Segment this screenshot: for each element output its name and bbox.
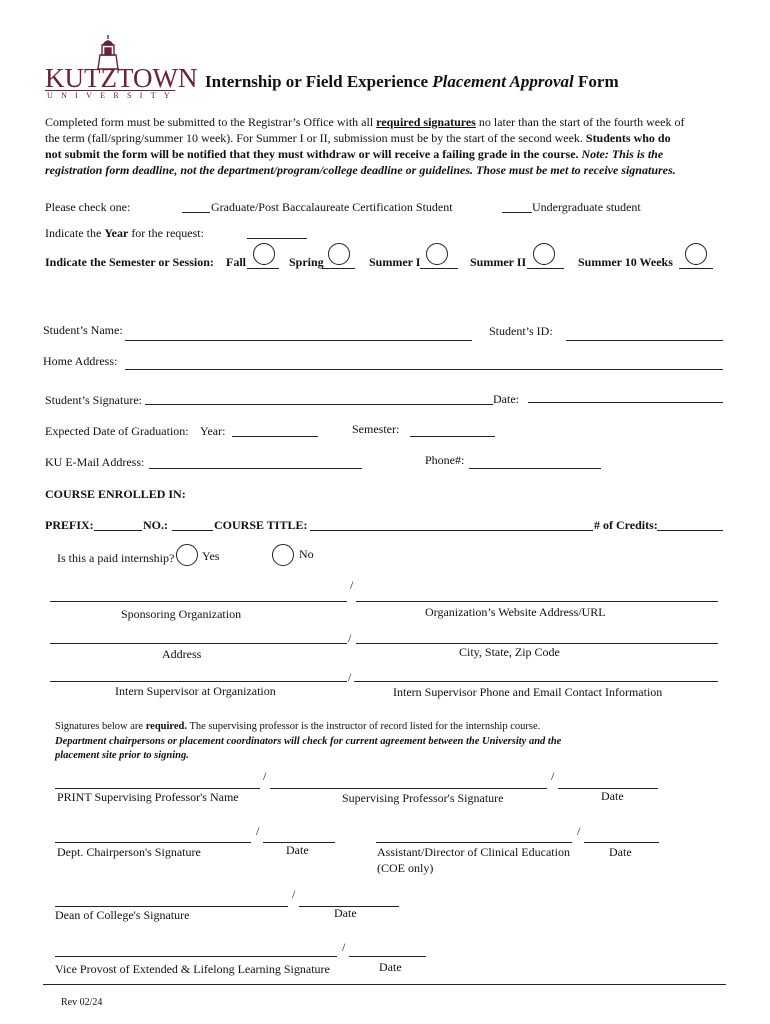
dean-signature-field[interactable] xyxy=(55,906,288,907)
revision-label: Rev 02/24 xyxy=(61,997,103,1008)
course-heading: COURSE ENROLLED IN: xyxy=(45,487,186,501)
prefix-label: PREFIX: xyxy=(45,518,94,532)
provost-signature-field[interactable] xyxy=(55,956,337,957)
slash: / xyxy=(348,670,352,684)
paid-no-label: No xyxy=(299,547,314,561)
summer10-underline xyxy=(679,268,713,269)
email-field[interactable] xyxy=(149,468,362,469)
coe-signature-field[interactable] xyxy=(376,842,572,843)
check-label: Please check one: xyxy=(45,200,131,214)
home-address-label: Home Address: xyxy=(43,354,118,368)
grad-option-label: Graduate/Post Baccalaureate Certification Student xyxy=(211,200,453,214)
slash: / xyxy=(342,940,346,954)
fall-underline xyxy=(247,268,279,269)
student-signature-label: Student’s Signature: xyxy=(45,393,142,407)
student-name-field[interactable] xyxy=(125,340,472,341)
slash: / xyxy=(263,769,267,783)
form-title: Internship or Field Experience Placement Approval Form xyxy=(205,72,619,91)
student-id-field[interactable] xyxy=(566,340,723,341)
website-label: Organization’s Website Address/URL xyxy=(425,605,606,619)
chair-date-label: Date xyxy=(286,843,309,857)
graduation-semester-field[interactable] xyxy=(410,436,495,437)
provost-signature-label: Vice Provost of Extended & Lifelong Learning Signature xyxy=(55,962,330,976)
spring-radio[interactable] xyxy=(328,243,350,265)
paid-yes-radio[interactable] xyxy=(176,544,198,566)
prefix-field[interactable] xyxy=(94,530,142,531)
summer1-label: Summer I xyxy=(369,255,421,269)
footer-divider xyxy=(43,984,726,985)
sponsor-label: Sponsoring Organization xyxy=(121,607,242,621)
slash: / xyxy=(551,769,555,783)
undergrad-option-label: Undergraduate student xyxy=(532,200,641,214)
provost-date-label: Date xyxy=(379,960,402,974)
signature-note: Signatures below are required. The supervising professor is the instructor of record listed for the internship course. Department chairpersons or placement coordinators will check for current agreement between the University and the placement site prior to signing. xyxy=(55,721,562,761)
slash: / xyxy=(577,824,581,838)
slash: / xyxy=(348,631,352,645)
phone-field[interactable] xyxy=(469,468,601,469)
spring-label: Spring xyxy=(289,255,324,269)
student-signature-field[interactable] xyxy=(145,404,493,405)
website-field[interactable] xyxy=(356,601,718,602)
slash: / xyxy=(292,887,296,901)
paid-yes-label: Yes xyxy=(202,549,220,563)
sponsor-field[interactable] xyxy=(50,601,347,602)
summer2-underline xyxy=(527,268,564,269)
student-id-label: Student’s ID: xyxy=(489,324,553,338)
org-city-field[interactable] xyxy=(356,643,718,644)
dean-signature-label: Dean of College's Signature xyxy=(55,908,190,922)
summer2-radio[interactable] xyxy=(533,243,555,265)
intro-paragraph: Completed form must be submitted to the Registrar’s Office with all required signatures no later than the start of the fourth week of the term (fall/spring/summer 10 week). For Summer I or II, submission must be by the start of the second week. Students who do not submit the form will be notified that they must withdraw or will receive a failing grade in the course. Note: This is the registration form deadline, not the department/program/college deadline or guidelines. Those must be met to receive signatures. xyxy=(45,115,685,177)
year-label: Indicate the Year for the request: xyxy=(45,226,204,240)
student-date-label: Date: xyxy=(493,392,519,406)
credits-label: # of Credits: xyxy=(594,518,658,532)
grad-check-blank[interactable] xyxy=(182,212,210,213)
year-field[interactable] xyxy=(247,238,307,239)
email-label: KU E-Mail Address: xyxy=(45,455,145,469)
graduation-label: Expected Date of Graduation: xyxy=(45,424,189,438)
coe-date-field[interactable] xyxy=(584,842,659,843)
logo-subtitle: UNIVERSITY xyxy=(47,91,178,100)
fall-radio[interactable] xyxy=(253,243,275,265)
summer1-underline xyxy=(420,268,458,269)
chair-signature-label: Dept. Chairperson's Signature xyxy=(57,845,201,859)
print-professor-field[interactable] xyxy=(55,788,260,789)
phone-label: Phone#: xyxy=(425,453,465,467)
provost-date-field[interactable] xyxy=(349,956,426,957)
summer1-radio[interactable] xyxy=(426,243,448,265)
professor-signature-field[interactable] xyxy=(270,788,547,789)
logo-wordmark: KUTZTOWN xyxy=(45,63,198,93)
student-name-label: Student’s Name: xyxy=(43,323,123,337)
course-title-field[interactable] xyxy=(310,530,593,531)
graduation-semester-label: Semester: xyxy=(352,422,400,436)
supervisor-contact-field[interactable] xyxy=(354,681,718,682)
fall-label: Fall xyxy=(226,255,246,269)
course-title-label: COURSE TITLE: xyxy=(214,518,308,532)
coe-date-label: Date xyxy=(609,845,632,859)
professor-date-label: Date xyxy=(601,789,624,803)
spring-underline xyxy=(322,268,355,269)
slash: / xyxy=(350,578,354,592)
supervisor-label: Intern Supervisor at Organization xyxy=(115,684,276,698)
summer2-label: Summer II xyxy=(470,255,527,269)
credits-field[interactable] xyxy=(657,530,723,531)
semester-label: Indicate the Semester or Session: xyxy=(45,255,214,269)
course-no-label: NO.: xyxy=(143,518,168,532)
summer10-label: Summer 10 Weeks xyxy=(578,255,673,269)
graduation-year-field[interactable] xyxy=(232,436,318,437)
supervisor-field[interactable] xyxy=(50,681,347,682)
professor-signature-label: Supervising Professor's Signature xyxy=(342,791,504,805)
chair-signature-field[interactable] xyxy=(55,842,251,843)
print-professor-label: PRINT Supervising Professor's Name xyxy=(57,790,239,804)
undergrad-check-blank[interactable] xyxy=(502,212,532,213)
coe-signature-label: Assistant/Director of Clinical Education xyxy=(377,845,570,859)
org-address-label: Address xyxy=(162,647,202,661)
org-city-label: City, State, Zip Code xyxy=(459,645,560,659)
org-address-field[interactable] xyxy=(50,643,347,644)
graduation-year-label: Year: xyxy=(200,424,226,438)
course-no-field[interactable] xyxy=(172,530,213,531)
paid-no-radio[interactable] xyxy=(272,544,294,566)
paid-question: Is this a paid internship? xyxy=(57,551,175,565)
slash: / xyxy=(256,824,260,838)
coe-only-label: (COE only) xyxy=(377,861,434,875)
supervisor-contact-label: Intern Supervisor Phone and Email Contact Information xyxy=(393,685,663,699)
student-date-field[interactable] xyxy=(528,402,723,403)
home-address-field[interactable] xyxy=(125,369,723,370)
dean-date-label: Date xyxy=(334,906,357,920)
summer10-radio[interactable] xyxy=(685,243,707,265)
